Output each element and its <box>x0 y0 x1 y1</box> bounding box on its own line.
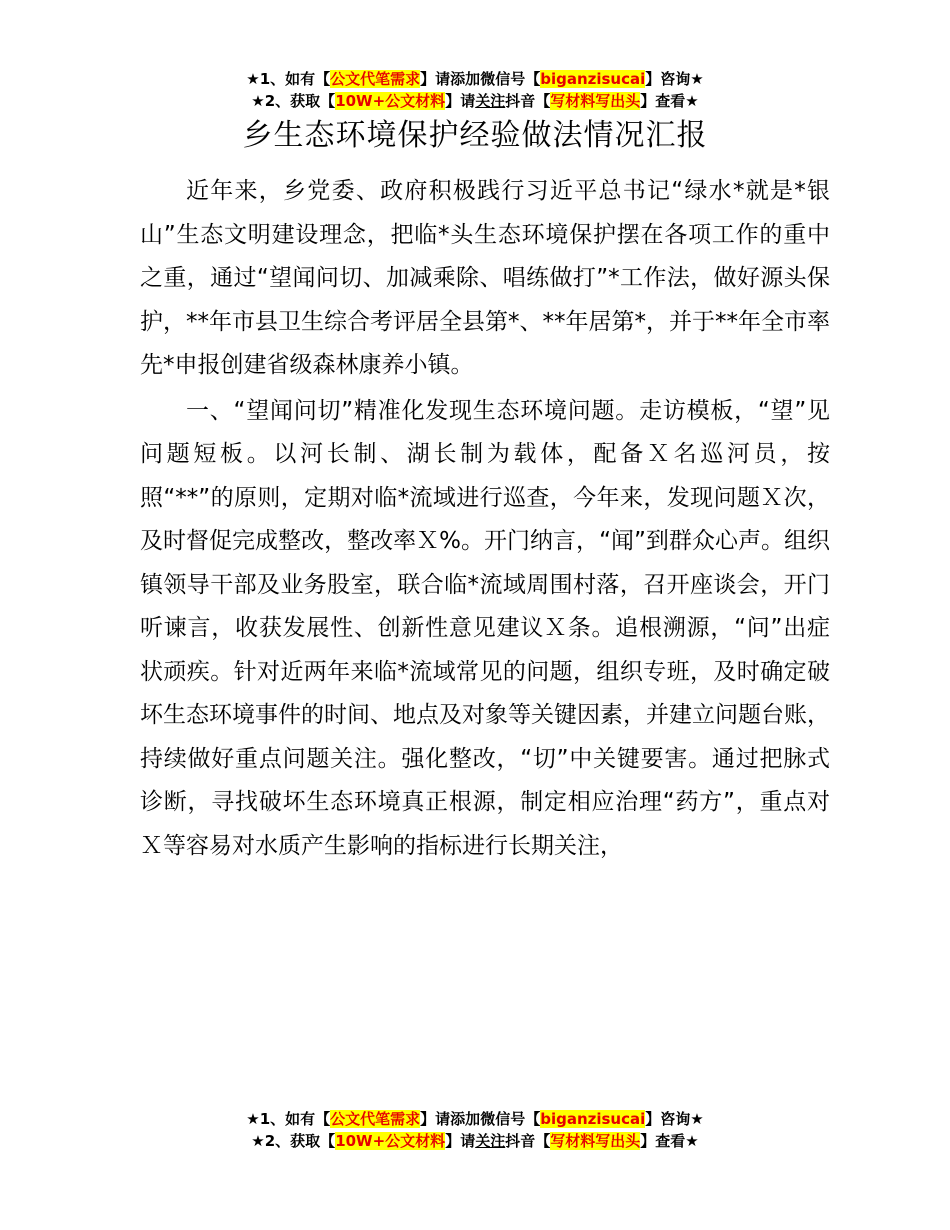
banner-text: 】咨询★ <box>645 1110 704 1128</box>
banner-text: 】请添加 <box>420 1110 481 1128</box>
header-banner <box>0 68 950 112</box>
document-body <box>140 170 830 868</box>
banner-highlight: 写材料写出头 <box>550 92 641 110</box>
banner-text: 】查看★ <box>640 1132 699 1150</box>
banner-text: 】请 <box>445 1132 476 1150</box>
banner-text: 抖音【 <box>505 92 551 110</box>
body-paragraph: 近年来，乡党委、政府积极践行习近平总书记“绿水*就是*银山”生态文明建设理念，把临*头生态环境保护摆在各项工作的重中之重，通过“望闻问切、加减乘除、唱练做打”*工作法，做好源头保护，**年市县卫生综合考评居全县第*、**年居第*，并于**年全市率先*申报创建省级森林康养小镇。 <box>140 178 830 378</box>
banner-text: 【 <box>525 70 541 88</box>
banner-text: 抖音【 <box>505 1132 551 1150</box>
banner-emphasis: 微信号 <box>480 1110 526 1128</box>
banner-emphasis: 关注 <box>475 1132 506 1150</box>
banner-highlight: 写材料写出头 <box>550 1132 641 1150</box>
banner-text: ★2、获取【 <box>251 92 336 110</box>
banner-line-1 <box>0 1108 950 1130</box>
banner-highlight: 10W+公文材料 <box>335 1132 446 1150</box>
banner-highlight: biganzisucai <box>540 1110 646 1128</box>
banner-emphasis: 关注 <box>475 92 506 110</box>
banner-text: 【 <box>525 1110 541 1128</box>
body-paragraph: 一、“望闻问切”精准化发现生态环境问题。走访模板，“望”见问题短板。以河长制、湖长制为载体，配备Ｘ名巡河员，按照“**”的原则，定期对临*流域进行巡查，今年来，发现问题Ｘ次，及时督促完成整改，整改率Ｘ%。开门纳言，“闻”到群众心声。组织镇领导干部及业务股室，联合临*流域周围村落，召开座谈会，开门听谏言，收获发展性、创新性意见建议Ｘ条。追根溯源，“问”出症状顽疾。针对近两年来临*流域常见的问题，组织专班，及时确定破坏生态环境事件的时间、地点及对象等关键因素，并建立问题台账，持续做好重点问题关注。强化整改，“切”中关键要害。通过把脉式诊断，寻找破坏生态环境真正根源，制定相应治理“药方”，重点对Ｘ等容易对水质产生影响的指标进行长期关注， <box>140 397 830 859</box>
banner-line-2 <box>0 90 950 112</box>
banner-text: 】咨询★ <box>645 70 704 88</box>
banner-line-1 <box>0 68 950 90</box>
banner-text: ★1、如有【 <box>246 70 331 88</box>
banner-text: ★2、获取【 <box>251 1132 336 1150</box>
document-title: 乡生态环境保护经验做法情况汇报 <box>242 118 708 153</box>
banner-text: 】请 <box>445 92 476 110</box>
banner-text: 】查看★ <box>640 92 699 110</box>
banner-highlight: 10W+公文材料 <box>335 92 446 110</box>
banner-highlight: biganzisucai <box>540 70 646 88</box>
banner-text: 】请添加 <box>420 70 481 88</box>
banner-highlight: 公文代笔需求 <box>330 70 421 88</box>
banner-text: ★1、如有【 <box>246 1110 331 1128</box>
banner-highlight: 公文代笔需求 <box>330 1110 421 1128</box>
footer-banner <box>0 1108 950 1152</box>
banner-line-2 <box>0 1130 950 1152</box>
banner-emphasis: 微信号 <box>480 70 526 88</box>
